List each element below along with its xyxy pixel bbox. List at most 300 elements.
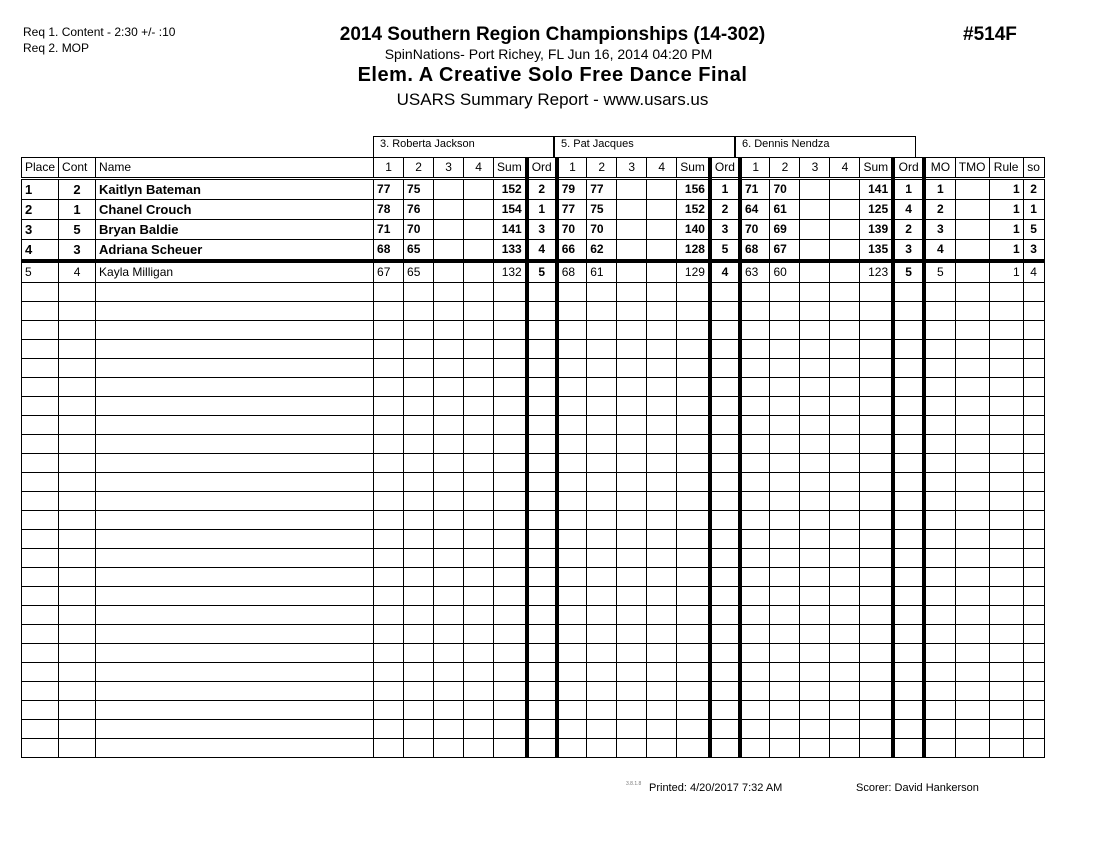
empty-cell: [527, 644, 557, 663]
empty-cell: [22, 359, 59, 378]
empty-cell: [22, 302, 59, 321]
empty-cell: [59, 739, 96, 758]
empty-cell: [434, 302, 464, 321]
empty-cell: [1023, 606, 1044, 625]
empty-cell: [740, 701, 770, 720]
empty-cell: [434, 454, 464, 473]
empty-cell: [96, 340, 374, 359]
empty-cell: [587, 549, 617, 568]
j1-score-3: [434, 240, 464, 262]
empty-cell: [404, 416, 434, 435]
empty-cell: [22, 378, 59, 397]
empty-cell: [557, 340, 587, 359]
empty-cell: [770, 606, 800, 625]
empty-cell: [22, 511, 59, 530]
j1-ordinal: 3: [527, 220, 557, 240]
empty-cell: [96, 682, 374, 701]
so-cell: 3: [1023, 240, 1044, 262]
empty-cell: [617, 549, 647, 568]
empty-cell: [557, 416, 587, 435]
empty-cell: [924, 739, 955, 758]
empty-cell: [989, 340, 1023, 359]
j2-score-2: 61: [587, 261, 617, 283]
empty-cell: [434, 625, 464, 644]
empty-cell: [647, 701, 677, 720]
report-title: USARS Summary Report - www.usars.us: [396, 90, 709, 109]
j2-sum: 156: [677, 179, 710, 200]
empty-cell: [96, 511, 374, 530]
empty-cell: [434, 568, 464, 587]
empty-cell: [647, 625, 677, 644]
j2-score-2: 62: [587, 240, 617, 262]
j2-score-2: 75: [587, 200, 617, 220]
empty-cell: [770, 454, 800, 473]
mo-cell: 5: [924, 261, 955, 283]
j3-score-4: [830, 220, 860, 240]
col-so: so: [1023, 158, 1044, 179]
empty-cell: [860, 321, 893, 340]
empty-cell: [374, 549, 404, 568]
empty-cell: [617, 435, 647, 454]
scorer-name: Scorer: David Hankerson: [856, 782, 979, 794]
empty-row: [22, 663, 1045, 682]
j3-score-4: [830, 240, 860, 262]
result-row: [22, 220, 1045, 240]
empty-cell: [1023, 644, 1044, 663]
empty-cell: [989, 701, 1023, 720]
empty-cell: [617, 492, 647, 511]
empty-cell: [96, 283, 374, 302]
empty-cell: [374, 682, 404, 701]
empty-row: [22, 283, 1045, 302]
empty-cell: [434, 663, 464, 682]
empty-cell: [59, 340, 96, 359]
empty-cell: [740, 492, 770, 511]
empty-cell: [677, 473, 710, 492]
empty-cell: [464, 302, 494, 321]
mo-cell: 2: [924, 200, 955, 220]
empty-cell: [494, 739, 527, 758]
empty-cell: [740, 682, 770, 701]
empty-row: [22, 511, 1045, 530]
empty-cell: [96, 473, 374, 492]
empty-cell: [677, 378, 710, 397]
empty-cell: [677, 492, 710, 511]
empty-cell: [527, 359, 557, 378]
judge-header-1: 3. Roberta Jackson: [373, 136, 554, 157]
empty-cell: [989, 530, 1023, 549]
empty-cell: [924, 397, 955, 416]
j1-col-sum: Sum: [494, 158, 527, 179]
empty-cell: [677, 435, 710, 454]
empty-cell: [860, 568, 893, 587]
skater-name-cell: Kaitlyn Bateman: [96, 179, 374, 200]
j2-ordinal: 5: [710, 240, 740, 262]
tmo-cell: [955, 220, 989, 240]
empty-cell: [434, 644, 464, 663]
place-cell: 5: [22, 261, 59, 283]
empty-cell: [494, 378, 527, 397]
j3-score-3: [800, 261, 830, 283]
empty-cell: [617, 701, 647, 720]
empty-cell: [434, 359, 464, 378]
j3-score-2: 69: [770, 220, 800, 240]
empty-cell: [710, 397, 740, 416]
empty-cell: [830, 473, 860, 492]
empty-cell: [647, 340, 677, 359]
empty-cell: [770, 663, 800, 682]
empty-cell: [740, 283, 770, 302]
empty-cell: [924, 416, 955, 435]
j1-score-2: 76: [404, 200, 434, 220]
empty-cell: [770, 644, 800, 663]
empty-cell: [557, 530, 587, 549]
empty-cell: [860, 397, 893, 416]
empty-cell: [893, 283, 924, 302]
judge-header-3: 6. Dennis Nendza: [735, 136, 916, 157]
empty-cell: [989, 321, 1023, 340]
empty-cell: [96, 378, 374, 397]
empty-cell: [59, 701, 96, 720]
empty-cell: [770, 340, 800, 359]
empty-cell: [800, 378, 830, 397]
empty-cell: [860, 511, 893, 530]
empty-cell: [494, 587, 527, 606]
empty-cell: [1023, 701, 1044, 720]
j3-score-2: 70: [770, 179, 800, 200]
j3-col-4: 4: [830, 158, 860, 179]
empty-cell: [893, 492, 924, 511]
empty-cell: [800, 549, 830, 568]
empty-cell: [830, 530, 860, 549]
empty-cell: [374, 492, 404, 511]
j3-ordinal: 2: [893, 220, 924, 240]
empty-cell: [924, 283, 955, 302]
empty-cell: [677, 701, 710, 720]
empty-cell: [860, 682, 893, 701]
empty-cell: [96, 397, 374, 416]
empty-cell: [22, 606, 59, 625]
empty-cell: [494, 397, 527, 416]
j2-sum: 140: [677, 220, 710, 240]
empty-cell: [617, 302, 647, 321]
empty-cell: [527, 454, 557, 473]
result-row: [22, 240, 1045, 262]
j3-col-ord: Ord: [893, 158, 924, 179]
empty-cell: [374, 663, 404, 682]
mo-cell: 3: [924, 220, 955, 240]
empty-cell: [587, 682, 617, 701]
empty-cell: [830, 587, 860, 606]
empty-cell: [677, 625, 710, 644]
contestant-number-cell: 3: [59, 240, 96, 262]
empty-cell: [989, 644, 1023, 663]
empty-cell: [989, 435, 1023, 454]
mo-cell: 1: [924, 179, 955, 200]
empty-cell: [434, 549, 464, 568]
j1-score-3: [434, 220, 464, 240]
empty-cell: [955, 568, 989, 587]
empty-cell: [860, 435, 893, 454]
empty-cell: [494, 302, 527, 321]
empty-cell: [924, 720, 955, 739]
empty-cell: [770, 625, 800, 644]
empty-cell: [434, 473, 464, 492]
empty-cell: [924, 378, 955, 397]
empty-row: [22, 587, 1045, 606]
j2-ordinal: 4: [710, 261, 740, 283]
empty-cell: [1023, 435, 1044, 454]
empty-cell: [22, 663, 59, 682]
empty-cell: [557, 682, 587, 701]
empty-cell: [527, 568, 557, 587]
empty-cell: [587, 473, 617, 492]
empty-cell: [955, 739, 989, 758]
empty-cell: [989, 587, 1023, 606]
j1-sum: 141: [494, 220, 527, 240]
empty-cell: [617, 473, 647, 492]
empty-cell: [677, 340, 710, 359]
empty-cell: [710, 720, 740, 739]
empty-cell: [374, 340, 404, 359]
empty-cell: [740, 511, 770, 530]
empty-cell: [374, 739, 404, 758]
col-tmo: TMO: [955, 158, 989, 179]
empty-cell: [893, 625, 924, 644]
empty-cell: [374, 606, 404, 625]
requirement-1: Req 1. Content - 2:30 +/- :10: [23, 25, 176, 39]
empty-cell: [96, 701, 374, 720]
empty-cell: [22, 644, 59, 663]
empty-cell: [494, 454, 527, 473]
empty-cell: [800, 283, 830, 302]
empty-cell: [647, 378, 677, 397]
empty-row: [22, 720, 1045, 739]
empty-cell: [464, 340, 494, 359]
j2-col-3: 3: [617, 158, 647, 179]
empty-cell: [617, 663, 647, 682]
empty-cell: [464, 701, 494, 720]
j3-score-3: [800, 179, 830, 200]
empty-cell: [404, 340, 434, 359]
empty-cell: [464, 739, 494, 758]
empty-cell: [893, 644, 924, 663]
empty-cell: [617, 397, 647, 416]
empty-cell: [710, 587, 740, 606]
empty-cell: [989, 625, 1023, 644]
column-header-row: [22, 158, 1045, 179]
empty-cell: [617, 739, 647, 758]
so-cell: 1: [1023, 200, 1044, 220]
empty-cell: [677, 663, 710, 682]
empty-cell: [710, 644, 740, 663]
empty-cell: [404, 283, 434, 302]
empty-cell: [494, 663, 527, 682]
empty-cell: [710, 321, 740, 340]
j1-score-3: [434, 200, 464, 220]
empty-row: [22, 378, 1045, 397]
empty-cell: [647, 492, 677, 511]
empty-cell: [800, 435, 830, 454]
empty-cell: [22, 549, 59, 568]
empty-cell: [893, 416, 924, 435]
empty-row: [22, 454, 1045, 473]
empty-cell: [59, 359, 96, 378]
empty-cell: [527, 283, 557, 302]
empty-cell: [955, 625, 989, 644]
contestant-number-cell: 1: [59, 200, 96, 220]
empty-cell: [893, 302, 924, 321]
empty-cell: [1023, 378, 1044, 397]
empty-cell: [770, 701, 800, 720]
empty-cell: [830, 606, 860, 625]
empty-cell: [830, 720, 860, 739]
j3-score-4: [830, 200, 860, 220]
empty-cell: [22, 321, 59, 340]
j2-score-2: 70: [587, 220, 617, 240]
j1-score-4: [464, 200, 494, 220]
empty-cell: [830, 378, 860, 397]
empty-cell: [96, 492, 374, 511]
empty-cell: [59, 606, 96, 625]
empty-cell: [96, 644, 374, 663]
empty-cell: [434, 416, 464, 435]
empty-cell: [1023, 321, 1044, 340]
empty-cell: [587, 359, 617, 378]
empty-row: [22, 549, 1045, 568]
empty-row: [22, 340, 1045, 359]
empty-cell: [464, 359, 494, 378]
empty-cell: [1023, 302, 1044, 321]
empty-cell: [557, 739, 587, 758]
empty-cell: [22, 720, 59, 739]
empty-cell: [1023, 568, 1044, 587]
empty-cell: [587, 739, 617, 758]
j2-sum: 129: [677, 261, 710, 283]
empty-cell: [677, 530, 710, 549]
empty-cell: [989, 720, 1023, 739]
j1-score-2: 75: [404, 179, 434, 200]
empty-cell: [374, 511, 404, 530]
empty-cell: [557, 283, 587, 302]
empty-cell: [527, 663, 557, 682]
j1-score-1: 77: [374, 179, 404, 200]
empty-cell: [404, 492, 434, 511]
empty-cell: [434, 739, 464, 758]
col-cont: Cont: [59, 158, 96, 179]
empty-cell: [860, 492, 893, 511]
j1-score-1: 71: [374, 220, 404, 240]
empty-cell: [22, 625, 59, 644]
j1-col-ord: Ord: [527, 158, 557, 179]
empty-cell: [96, 625, 374, 644]
empty-cell: [587, 530, 617, 549]
empty-cell: [830, 302, 860, 321]
printed-timestamp: Printed: 4/20/2017 7:32 AM: [649, 782, 783, 794]
empty-cell: [770, 587, 800, 606]
j2-col-2: 2: [587, 158, 617, 179]
empty-cell: [464, 454, 494, 473]
empty-row: [22, 606, 1045, 625]
empty-cell: [800, 397, 830, 416]
empty-cell: [800, 720, 830, 739]
empty-cell: [955, 397, 989, 416]
empty-cell: [860, 625, 893, 644]
empty-cell: [527, 625, 557, 644]
empty-cell: [710, 739, 740, 758]
empty-cell: [96, 549, 374, 568]
empty-cell: [96, 720, 374, 739]
empty-cell: [404, 359, 434, 378]
empty-cell: [494, 644, 527, 663]
empty-cell: [677, 321, 710, 340]
empty-cell: [710, 568, 740, 587]
empty-cell: [955, 492, 989, 511]
empty-cell: [989, 359, 1023, 378]
empty-cell: [955, 720, 989, 739]
empty-cell: [860, 359, 893, 378]
empty-cell: [22, 340, 59, 359]
empty-cell: [740, 416, 770, 435]
empty-cell: [617, 682, 647, 701]
empty-cell: [740, 568, 770, 587]
empty-cell: [464, 511, 494, 530]
empty-cell: [464, 473, 494, 492]
empty-cell: [96, 454, 374, 473]
empty-cell: [557, 587, 587, 606]
empty-cell: [740, 454, 770, 473]
empty-cell: [464, 549, 494, 568]
empty-cell: [800, 663, 830, 682]
place-cell: 3: [22, 220, 59, 240]
col-name: Name: [96, 158, 374, 179]
empty-cell: [557, 663, 587, 682]
empty-cell: [494, 701, 527, 720]
empty-cell: [955, 530, 989, 549]
empty-cell: [830, 321, 860, 340]
empty-row: [22, 473, 1045, 492]
j2-score-1: 68: [557, 261, 587, 283]
j1-score-1: 67: [374, 261, 404, 283]
empty-cell: [1023, 739, 1044, 758]
empty-cell: [770, 473, 800, 492]
empty-cell: [770, 511, 800, 530]
empty-cell: [404, 435, 434, 454]
empty-cell: [404, 606, 434, 625]
empty-cell: [434, 492, 464, 511]
j1-score-1: 78: [374, 200, 404, 220]
j1-sum: 152: [494, 179, 527, 200]
empty-cell: [557, 720, 587, 739]
j3-score-4: [830, 179, 860, 200]
empty-cell: [527, 720, 557, 739]
empty-cell: [893, 321, 924, 340]
empty-cell: [770, 739, 800, 758]
empty-cell: [647, 473, 677, 492]
empty-cell: [677, 549, 710, 568]
empty-cell: [404, 701, 434, 720]
empty-cell: [22, 682, 59, 701]
empty-cell: [800, 606, 830, 625]
j3-score-1: 70: [740, 220, 770, 240]
empty-cell: [404, 473, 434, 492]
empty-cell: [59, 435, 96, 454]
empty-cell: [740, 644, 770, 663]
empty-cell: [617, 606, 647, 625]
empty-cell: [893, 359, 924, 378]
empty-cell: [404, 682, 434, 701]
j1-score-3: [434, 261, 464, 283]
